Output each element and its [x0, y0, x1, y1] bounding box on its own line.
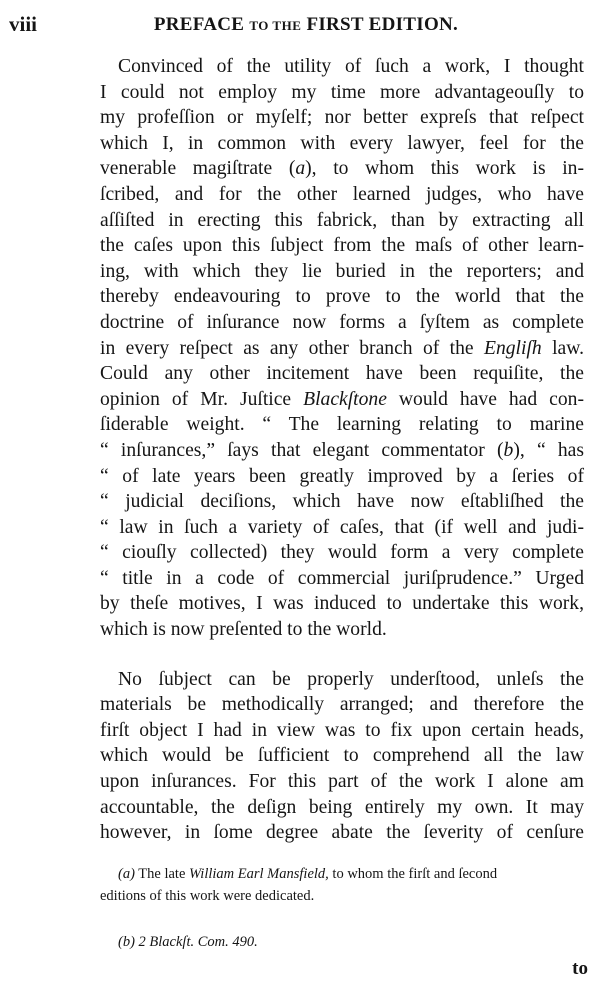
text-line: upon inſurances. For this part of the work I alone am [100, 771, 584, 793]
footnote-a: (a) The late William Earl Mansfield, to whom the firſt and ſecond [118, 866, 498, 882]
text-line: “ law in ſuch a variety of caſes, that (if well and judi- [100, 516, 584, 538]
text-line: ſcribed, and for the other learned judges, who have [100, 183, 584, 205]
text-line: which would be ſufficient to comprehend all the law [100, 745, 584, 767]
catchword: to [572, 958, 588, 979]
text-line: ing, with which they lie buried in the reporters; and [100, 260, 584, 282]
footnote-a-continued: editions of this work were dedicated. [100, 888, 315, 904]
page-number: viii [9, 12, 38, 36]
footnote-gap [100, 907, 584, 931]
footnote-marker-a: (a) [118, 866, 135, 882]
text-line: “ inſurances,” ſays that elegant commentator (b), “ has [100, 439, 584, 461]
running-head-part-3: FIRST EDITION. [306, 14, 459, 35]
text-line: in every reſpect as any other branch of the Engliſh law. [100, 337, 584, 359]
running-head-part-1: PREFACE [153, 14, 245, 35]
text-line: my profeſſion or myſelf; nor better expreſs that reſpect [100, 107, 584, 129]
running-head-part-2: TO THE [249, 18, 302, 33]
text-line: thereby endeavouring to prove to the world that the [100, 286, 584, 308]
paragraph-gap [100, 643, 584, 667]
footnote-ref-a: a [295, 158, 306, 180]
footnote-b: (b) 2 Blackſt. Com. 490. [118, 934, 258, 950]
footnotes [100, 863, 584, 953]
text-line: doctrine of inſurance now forms a ſyſtem as complete [100, 311, 584, 333]
text-line: which is now preſented to the world. [100, 619, 387, 641]
text-line: materials be methodically arranged; and therefore the [100, 694, 584, 716]
text-line: venerable magiſtrate (a), to whom this work is in- [100, 158, 584, 180]
text-line: Convinced of the utility of ſuch a work, I thought [118, 56, 584, 77]
text-line: by theſe motives, I was induced to undertake this work, [100, 593, 584, 615]
italic-english: Engliſh [483, 337, 542, 359]
text-line: firſt object I had in view was to fix upon certain heads, [100, 719, 584, 741]
footnote-ref-b: b [503, 439, 514, 461]
text-line: aſſiſted in erecting this fabrick, than by extracting all [100, 209, 584, 231]
text-line: the caſes upon this ſubject from the maſs of other learn- [100, 235, 584, 257]
page-header [9, 10, 603, 40]
running-head [9, 14, 603, 36]
text-line: Could any other incitement have been requiſite, the [100, 363, 584, 385]
text-line: “ of late years been greatly improved by a ſeries of [100, 465, 584, 487]
text-line: “ ciouſly collected) they would form a very complete [100, 542, 584, 564]
body-text [100, 54, 584, 846]
text-line: No ſubject can be properly underſtood, unleſs the [118, 668, 584, 690]
text-line: I could not employ my time more advantageouſly to [100, 81, 584, 103]
italic-blackstone: Blackſtone [303, 388, 387, 410]
text-line: ſiderable weight. “ The learning relating to marine [100, 414, 584, 436]
text-line: accountable, the deſign being entirely my own. It may [100, 796, 584, 818]
text-line: which I, in common with every lawyer, feel for the [100, 132, 584, 154]
text-line: opinion of Mr. Juſtice Blackſtone would have had con- [100, 388, 584, 410]
footnote-marker-b: (b) [118, 934, 135, 950]
text-line: however, in ſome degree abate the ſeverity of cenſure [100, 822, 584, 844]
text-line: “ title in a code of commercial juriſprudence.” Urged [100, 567, 584, 589]
text-line: “ judicial deciſions, which have now eſtabliſhed the [100, 491, 584, 513]
